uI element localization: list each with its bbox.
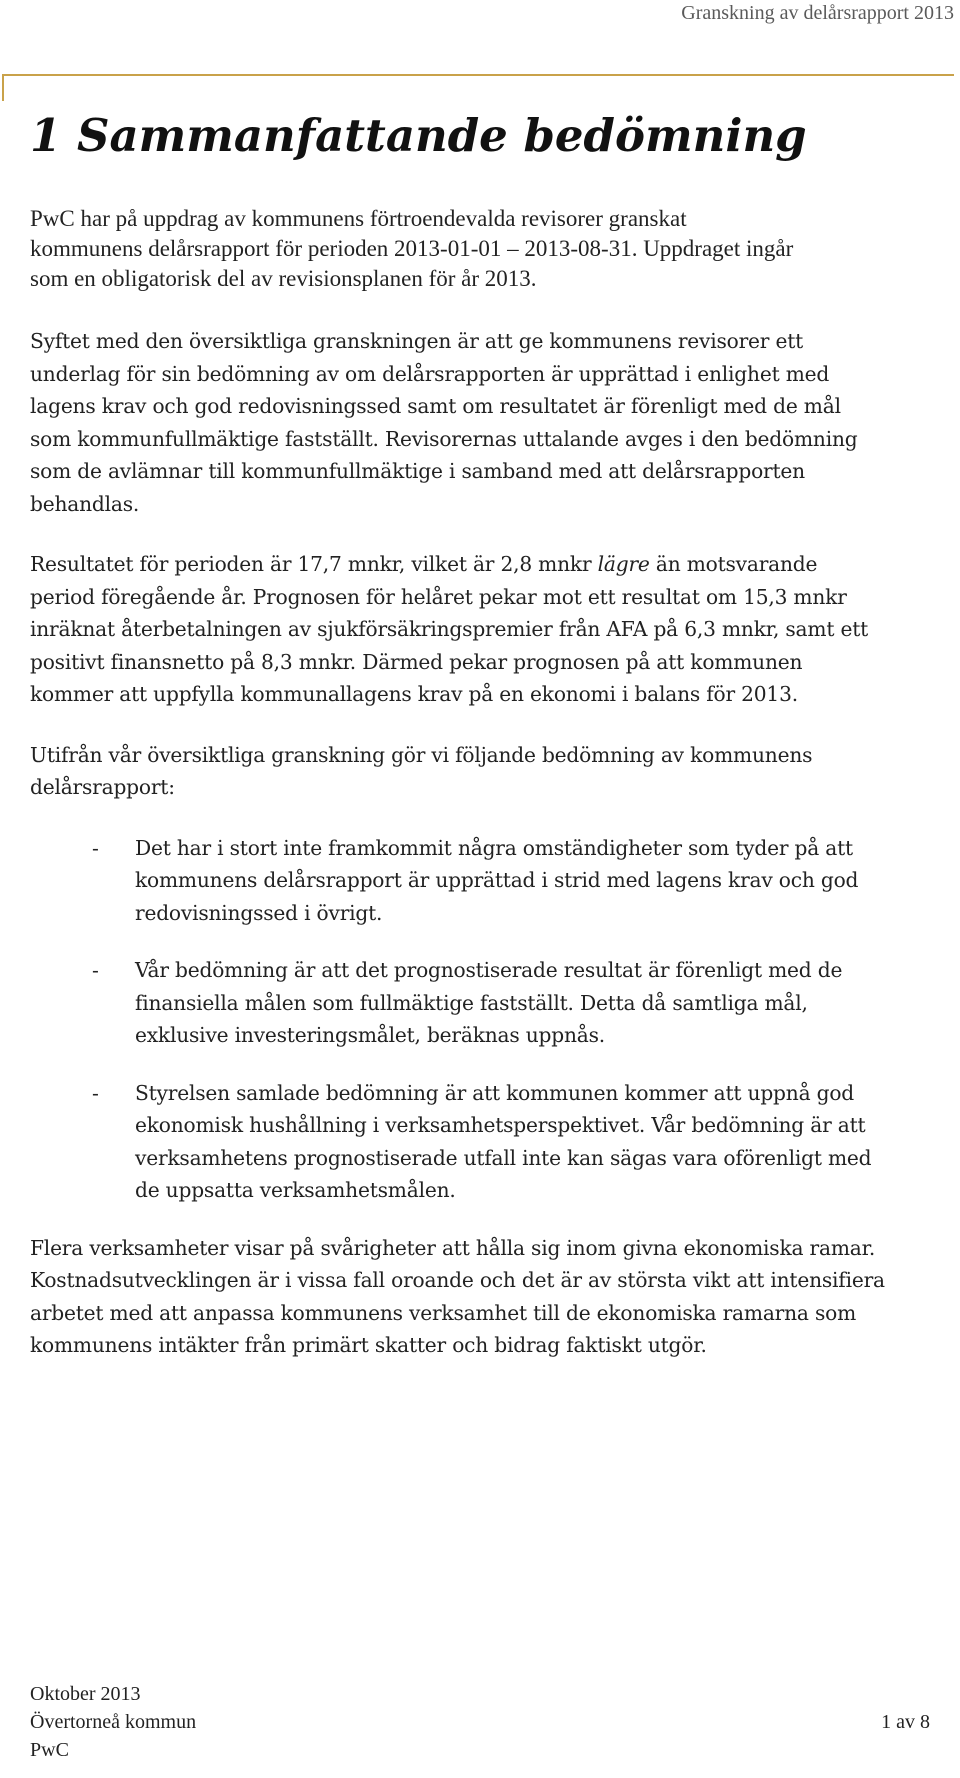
assessment-line: delårsrapport:: [30, 775, 175, 799]
header-rule-vertical: [2, 74, 4, 101]
purpose-line: underlag för sin bedömning av om delårsrapporten är upprättad i enlighet med: [30, 361, 830, 386]
bullet-line: de uppsatta verksamhetsmålen.: [135, 1178, 456, 1202]
page-footer: [30, 1680, 196, 1764]
purpose-line: behandlas.: [30, 491, 140, 516]
result-line: [30, 548, 960, 581]
result-emphasis: lägre: [597, 552, 650, 576]
closing-paragraph: [30, 1232, 960, 1362]
footer-municipality: Övertorneå kommun: [30, 1711, 197, 1733]
purpose-paragraph: [30, 325, 960, 520]
footer-date: Oktober 2013: [30, 1683, 141, 1705]
bullet-line: finansiella målen som fullmäktige fastställt. Detta då samtliga mål,: [135, 990, 808, 1015]
closing-line: Kostnadsutvecklingen är i vissa fall oroande och det är av största vikt att intensifiera: [30, 1268, 885, 1292]
purpose-line: Syftet med den översiktliga granskningen är att ge kommunens revisorer ett: [30, 329, 804, 353]
result-line: period föregående år. Prognosen för helåret pekar mot ett resultat om 15,3 mnkr: [30, 584, 847, 609]
result-line: kommer att uppfylla kommunallagens krav på en ekonomi i balans för 2013.: [30, 682, 798, 706]
bullet-item: [30, 832, 960, 930]
bullet-line: exklusive investeringsmålet, beräknas uppnås.: [135, 1023, 606, 1047]
bullet-line: Styrelsen samlade bedömning är att kommunen kommer att uppnå god: [135, 1080, 855, 1105]
intro-line: PwC har på uppdrag av kommunens förtroendevalda revisorer granskat: [30, 206, 687, 231]
assessment-paragraph: [30, 739, 960, 804]
closing-line: kommunens intäkter från primärt skatter och bidrag faktiskt utgör.: [30, 1333, 707, 1357]
purpose-line: lagens krav och god redovisningssed samt om resultatet är förenligt med de mål: [30, 394, 841, 418]
running-header-title: Granskning av delårsrapport 2013: [681, 2, 954, 24]
section-heading: 1 Sammanfattande bedömning: [30, 109, 807, 162]
intro-paragraph: [30, 204, 960, 294]
bullet-line: Det har i stort inte framkommit några omständigheter som tyder på att: [135, 835, 853, 860]
result-line: positivt finansnetto på 8,3 mnkr. Därmed pekar prognosen på att kommunen: [30, 649, 803, 674]
result-line-end: än motsvarande: [649, 552, 818, 576]
bullet-line: ekonomisk hushållning i verksamhetsperspektivet. Vår bedömning är att: [135, 1113, 866, 1137]
closing-line: arbetet med att anpassa kommunens verksamhet till de ekonomiska ramarna som: [30, 1300, 857, 1325]
purpose-line: som de avlämnar till kommunfullmäktige i samband med att delårsrapporten: [30, 459, 805, 483]
bullet-line: Vår bedömning är att det prognostiserade resultat är förenligt med de: [135, 958, 843, 982]
header-rule-horizontal: [2, 74, 954, 76]
result-line-start: Resultatet för perioden är 17,7 mnkr, vilket är 2,8 mnkr: [30, 552, 598, 576]
intro-line: kommunens delårsrapport för perioden 2013-01-01 – 2013-08-31. Uppdraget ingår: [30, 236, 794, 261]
purpose-line: som kommunfullmäktige fastställt. Revisorernas uttalande avges i den bedömning: [30, 426, 858, 451]
bullet-dash: -: [92, 1080, 99, 1105]
bullet-line: redovisningssed i övrigt.: [135, 900, 383, 925]
page-content: [30, 106, 960, 1390]
result-paragraph: [30, 548, 960, 711]
result-line: inräknat återbetalningen av sjukförsäkringspremier från AFA på 6,3 mnkr, samt ett: [30, 617, 869, 641]
bullet-line: verksamhetens prognostiserade utfall inte kan sägas vara oförenligt med: [135, 1145, 872, 1170]
bullet-dash: -: [92, 835, 99, 860]
footer-company: PwC: [30, 1739, 69, 1761]
intro-line: som en obligatorisk del av revisionsplanen för år 2013.: [30, 266, 537, 291]
bullet-item: [30, 954, 960, 1052]
assessment-bullet-list: [30, 832, 960, 1207]
bullet-item: [30, 1077, 960, 1207]
bullet-dash: -: [92, 958, 99, 982]
bullet-line: kommunens delårsrapport är upprättad i strid med lagens krav och god: [135, 868, 859, 892]
page-number: 1 av 8: [881, 1711, 930, 1733]
assessment-line: Utifrån vår översiktliga granskning gör vi följande bedömning av kommunens: [30, 742, 813, 767]
closing-line: Flera verksamheter visar på svårigheter att hålla sig inom givna ekonomiska ramar.: [30, 1235, 876, 1260]
